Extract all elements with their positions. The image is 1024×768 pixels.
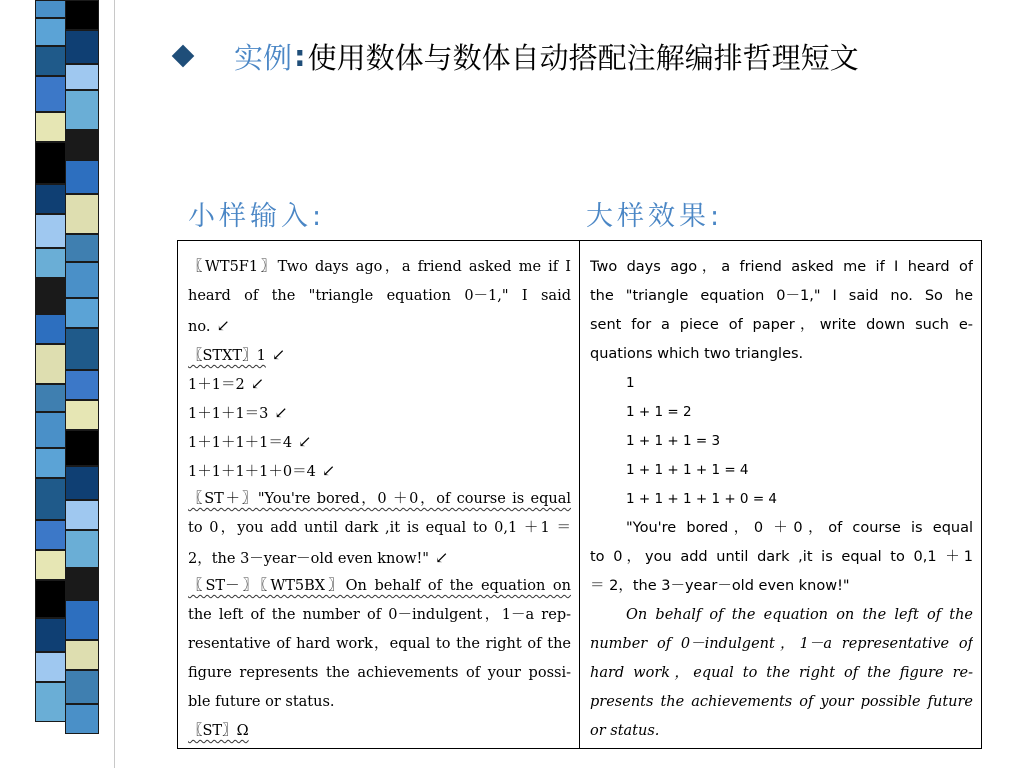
- input-line: [188, 311, 571, 340]
- title-lead: 实例: [234, 40, 293, 75]
- strip-segment: [65, 466, 99, 500]
- strip-segment: [65, 640, 99, 670]
- strip-segment: [65, 370, 99, 400]
- output-line: quations which two triangles.: [590, 346, 804, 362]
- input-line: [188, 369, 571, 398]
- input-line-text: 1＋1＝2: [188, 377, 245, 393]
- strip-segment: [65, 600, 99, 640]
- input-line: [188, 688, 571, 717]
- strip-segment: [65, 160, 99, 194]
- strip-segment: [65, 194, 99, 234]
- input-line-text: 〖WT5F1〗Two days ago，a friend asked me if I: [188, 259, 571, 275]
- output-line: hard work，equal to the right of the figure re-: [590, 665, 973, 681]
- input-line-text: 〖ST〗Ω: [188, 723, 249, 739]
- input-line: [188, 282, 571, 311]
- strip-segment: [65, 704, 99, 734]
- strip-segment: [65, 262, 99, 298]
- strip-segment: [35, 18, 69, 46]
- strip-segment: [35, 142, 69, 184]
- input-line-text: the left of the number of 0－indulgent，1－a rep-: [188, 607, 571, 623]
- output-line: ＝ 2，the 3－year－old even know!": [590, 578, 850, 594]
- input-line: [188, 572, 571, 601]
- strip-segment: [35, 550, 69, 580]
- output-line: to 0，you add until dark ,it is equal to 0,1 ＋1: [590, 549, 973, 565]
- strip-segment: [65, 500, 99, 530]
- output-line: 1 + 1 + 1 + 1 = 4: [626, 462, 749, 478]
- output-line: 1 + 1 + 1 + 1 + 0 = 4: [626, 491, 778, 507]
- input-line: [188, 630, 571, 659]
- input-line-text: 1＋1＋1＝3: [188, 406, 269, 422]
- slide-title: [172, 34, 859, 78]
- strip-segment: [65, 298, 99, 328]
- output-line: On behalf of the equation on the left of the: [626, 607, 973, 623]
- strip-segment: [35, 682, 69, 722]
- strip-segment: [65, 0, 99, 30]
- output-line: number of 0－indulgent，1－a representative of: [590, 636, 973, 652]
- strip-segment: [65, 530, 99, 568]
- input-line-text: 〖STXT〗1: [188, 348, 266, 364]
- output-line: 1 + 1 = 2: [626, 404, 692, 420]
- output-line: Two days ago，a friend asked me if I heard of: [590, 259, 973, 275]
- input-line-text: ble future or status.: [188, 694, 335, 710]
- return-arrow-icon: ↙: [216, 316, 230, 335]
- strip-segment: [35, 184, 69, 214]
- input-line-text: 〖ST－〗〖WT5BX〗On behalf of the equation on: [188, 578, 571, 594]
- input-line: [188, 340, 571, 369]
- output-column: [590, 253, 973, 746]
- return-arrow-icon: ↙: [298, 432, 312, 451]
- input-line: [188, 398, 571, 427]
- output-line: sent for a piece of paper，write down such e-: [590, 317, 973, 333]
- strip-segment: [35, 76, 69, 112]
- strip-segment: [35, 214, 69, 248]
- strip-segment: [35, 384, 69, 412]
- column-divider: [579, 241, 580, 748]
- strip-segment: [35, 652, 69, 682]
- input-line: [188, 514, 571, 543]
- input-line: [188, 427, 571, 456]
- return-arrow-icon: ↙: [434, 548, 449, 567]
- return-arrow-icon: ↙: [271, 345, 286, 364]
- input-line-text: figure represents the achievements of your possi-: [188, 665, 571, 681]
- output-line: presents the achievements of your possible future: [590, 694, 973, 710]
- output-line: the "triangle equation 0－1," I said no. So he: [590, 288, 973, 304]
- return-arrow-icon: ↙: [274, 403, 288, 422]
- diamond-icon: [172, 45, 194, 67]
- input-line: [188, 659, 571, 688]
- decorative-strip: [35, 0, 99, 768]
- strip-divider: [114, 0, 115, 768]
- output-line: "You're bored，0 ＋0，of course is equal: [626, 520, 973, 536]
- input-line: [188, 543, 571, 572]
- input-column: [188, 253, 571, 746]
- input-line-text: 1＋1＋1＋1＝4: [188, 435, 293, 451]
- strip-segment: [35, 478, 69, 520]
- strip-segment: [65, 64, 99, 90]
- strip-segment: [65, 670, 99, 704]
- input-line: [188, 485, 571, 514]
- strip-segment: [65, 430, 99, 466]
- strip-segment: [35, 412, 69, 448]
- strip-segment: [65, 130, 99, 160]
- strip-segment: [65, 568, 99, 600]
- input-line: [188, 717, 571, 746]
- strip-segment: [35, 448, 69, 478]
- input-line-text: to 0，you add until dark ,it is equal to 0,1 ＋1 ＝: [188, 520, 571, 536]
- input-line-text: 1＋1＋1＋1＋0＝4: [188, 464, 316, 480]
- strip-segment: [65, 234, 99, 262]
- return-arrow-icon: ↙: [321, 461, 336, 480]
- right-heading: 大样效果:: [586, 201, 724, 232]
- return-arrow-icon: ↙: [250, 374, 265, 393]
- title-text: 使用数体与数体自动搭配注解编排哲理短文: [307, 40, 859, 75]
- output-line: 1 + 1 + 1 = 3: [626, 433, 721, 449]
- strip-segment: [35, 520, 69, 550]
- strip-segment: [35, 46, 69, 76]
- strip-segment: [35, 580, 69, 618]
- strip-segment: [65, 328, 99, 370]
- input-line-text: resentative of hard work，equal to the right of the: [188, 636, 571, 652]
- strip-segment: [65, 400, 99, 430]
- comparison-table: [177, 240, 982, 749]
- strip-segment: [35, 248, 69, 278]
- strip-segment: [35, 278, 69, 314]
- input-line: [188, 456, 571, 485]
- strip-segment: [35, 0, 69, 18]
- output-line: 1: [626, 375, 635, 391]
- strip-segment: [35, 618, 69, 652]
- input-line-text: heard of the "triangle equation 0－1," I said: [188, 288, 571, 304]
- strip-segment: [65, 90, 99, 130]
- strip-segment: [35, 344, 69, 384]
- input-line-text: 2，the 3－year－old even know!": [188, 551, 429, 567]
- left-heading: 小样输入:: [188, 201, 326, 232]
- output-line: or status.: [590, 723, 660, 739]
- input-line-text: no.: [188, 319, 211, 335]
- strip-segment: [35, 314, 69, 344]
- strip-segment: [65, 30, 99, 64]
- strip-segment: [35, 112, 69, 142]
- input-line-text: 〖ST＋〗"You're bored，0 ＋0，of course is equal: [188, 491, 571, 507]
- input-line: [188, 253, 571, 282]
- input-line: [188, 601, 571, 630]
- title-colon: :: [294, 39, 306, 73]
